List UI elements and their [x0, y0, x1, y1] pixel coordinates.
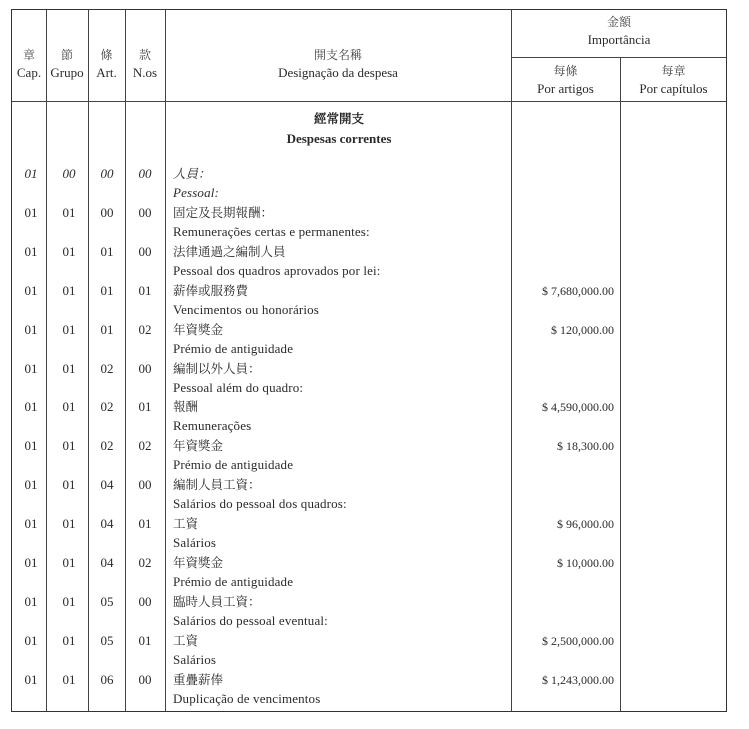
- description-zh: 年資獎金: [173, 438, 224, 454]
- grupo-code: 01: [62, 399, 76, 415]
- header-grupo: 節 Grupo: [50, 48, 84, 80]
- description-zh: 人員：: [173, 166, 211, 181]
- table-row: [12, 397, 728, 436]
- row-description: [173, 592, 511, 630]
- table-row: [12, 670, 728, 709]
- num-code: 01: [138, 516, 152, 532]
- section-title-pt: Despesas correntes: [286, 131, 392, 146]
- row-description: [173, 514, 511, 552]
- cap-code: 01: [24, 671, 38, 687]
- cap-code: 01: [24, 166, 38, 181]
- header-por-capitulos: 每章 Por capítulos: [639, 64, 708, 96]
- art-code: 04: [100, 555, 114, 570]
- description-zh: 年資獎金: [173, 321, 224, 337]
- description-pt: Salários do pessoal eventual:: [173, 612, 328, 628]
- art-code: 05: [100, 593, 114, 609]
- table-row: [12, 242, 728, 281]
- art-code: 01: [100, 243, 114, 259]
- amount-por-artigos: $ 96,000.00: [557, 517, 614, 532]
- description-zh: 編制人員工資：: [173, 477, 261, 493]
- art-code: 05: [100, 632, 114, 648]
- section-heading: [167, 109, 511, 149]
- row-description: [173, 359, 511, 397]
- grupo-code: 01: [62, 555, 76, 570]
- description-zh: 報酬: [173, 399, 199, 415]
- grupo-code: 01: [62, 632, 76, 648]
- table-row: [12, 553, 728, 592]
- description-pt: Prémio de antiguidade: [173, 457, 294, 473]
- table-row: [12, 475, 728, 514]
- table-row: [12, 164, 728, 203]
- header-cap: 章 Cap.: [16, 48, 42, 80]
- grupo-code: 01: [62, 360, 76, 376]
- section-title-zh: 經常開支: [313, 111, 364, 126]
- amount-por-artigos: $ 18,300.00: [557, 439, 614, 454]
- description-pt: Salários: [173, 535, 217, 551]
- table-row: [12, 631, 728, 670]
- num-code: 00: [138, 204, 152, 220]
- description-pt: Pessoal dos quadros aprovados por lei:: [173, 262, 381, 278]
- header-designacao: 開支名稱 Designação da despesa: [278, 48, 398, 80]
- description-zh: 臨時人員工資：: [173, 593, 261, 609]
- description-pt: Pessoal:: [173, 185, 219, 200]
- grupo-code: 01: [62, 204, 76, 220]
- description-pt: Salários: [173, 651, 217, 667]
- amount-por-artigos: $ 2,500,000.00: [542, 633, 614, 648]
- description-pt: Remunerações: [173, 418, 252, 434]
- description-pt: Prémio de antiguidade: [173, 340, 294, 356]
- cap-code: 01: [24, 399, 38, 415]
- description-pt: Duplicação de vencimentos: [173, 690, 321, 706]
- art-code: 02: [100, 438, 114, 454]
- grupo-code: 01: [62, 282, 76, 298]
- cap-code: 01: [24, 438, 38, 454]
- cap-code: 01: [24, 360, 38, 376]
- cap-code: 01: [24, 593, 38, 609]
- row-description: [173, 242, 511, 280]
- row-description: [173, 553, 511, 591]
- header-bottom-rule: [12, 101, 727, 102]
- header-num: 款 N.os: [132, 48, 158, 80]
- art-code: 01: [100, 321, 114, 337]
- cap-code: 01: [24, 477, 38, 493]
- row-description: [173, 631, 511, 669]
- num-code: 00: [138, 243, 152, 259]
- grupo-code: 00: [62, 166, 76, 181]
- art-code: 02: [100, 360, 114, 376]
- cap-code: 01: [24, 321, 38, 337]
- table-row: [12, 359, 728, 398]
- num-code: 01: [138, 632, 152, 648]
- grupo-code: 01: [62, 243, 76, 259]
- art-code: 00: [100, 204, 114, 220]
- grupo-code: 01: [62, 438, 76, 454]
- description-pt: Pessoal além do quadro:: [173, 379, 304, 395]
- row-description: [173, 320, 511, 358]
- num-code: 01: [138, 282, 152, 298]
- amount-por-artigos: $ 10,000.00: [557, 556, 614, 570]
- num-code: 02: [138, 438, 152, 454]
- num-code: 02: [138, 555, 152, 570]
- header-por-artigos: 每條 Por artigos: [537, 64, 594, 96]
- cap-code: 01: [24, 204, 38, 220]
- num-code: 02: [138, 321, 152, 337]
- description-zh: 法律通過之編制人員: [173, 243, 286, 259]
- row-description: [173, 436, 511, 474]
- header-importancia: 金額 Importância: [587, 15, 651, 47]
- amount-por-artigos: $ 120,000.00: [551, 322, 614, 337]
- amount-por-artigos: $ 1,243,000.00: [542, 672, 614, 687]
- cap-code: 01: [24, 243, 38, 259]
- num-code: 00: [138, 477, 152, 493]
- grupo-code: 01: [62, 477, 76, 493]
- table-row: [12, 203, 728, 242]
- grupo-code: 01: [62, 321, 76, 337]
- art-code: 00: [100, 166, 114, 181]
- description-zh: 工資: [173, 632, 199, 648]
- header-divider: [511, 57, 727, 58]
- art-code: 04: [100, 516, 114, 532]
- amount-por-artigos: $ 7,680,000.00: [542, 283, 614, 298]
- art-code: 06: [100, 671, 114, 687]
- table-row: [12, 281, 728, 320]
- row-description: [173, 670, 511, 708]
- description-zh: 薪俸或服務費: [173, 282, 249, 298]
- num-code: 01: [138, 399, 152, 415]
- cap-code: 01: [24, 555, 38, 570]
- num-code: 00: [138, 166, 152, 181]
- art-code: 04: [100, 477, 114, 493]
- num-code: 00: [138, 671, 152, 687]
- header-art: 條 Art.: [96, 48, 117, 80]
- budget-table: [11, 9, 727, 712]
- row-description: [173, 203, 511, 241]
- grupo-code: 01: [62, 593, 76, 609]
- description-pt: Prémio de antiguidade: [173, 574, 294, 589]
- cap-code: 01: [24, 516, 38, 532]
- description-zh: 年資獎金: [173, 555, 224, 570]
- description-zh: 工資: [173, 516, 199, 532]
- num-code: 00: [138, 593, 152, 609]
- row-description: [173, 475, 511, 513]
- grupo-code: 01: [62, 671, 76, 687]
- cap-code: 01: [24, 282, 38, 298]
- table-row: [12, 592, 728, 631]
- table-row: [12, 320, 728, 359]
- row-description: [173, 281, 511, 319]
- row-description: [173, 164, 511, 202]
- table-row: [12, 514, 728, 553]
- art-code: 01: [100, 282, 114, 298]
- cap-code: 01: [24, 632, 38, 648]
- table-row: [12, 436, 728, 475]
- description-zh: 固定及長期報酬：: [173, 204, 274, 220]
- description-pt: Salários do pessoal dos quadros:: [173, 496, 347, 512]
- row-description: [173, 397, 511, 435]
- description-zh: 編制以外人員：: [173, 360, 261, 376]
- description-zh: 重疊薪俸: [173, 671, 224, 687]
- description-pt: Vencimentos ou honorários: [173, 301, 320, 317]
- num-code: 00: [138, 360, 152, 376]
- art-code: 02: [100, 399, 114, 415]
- grupo-code: 01: [62, 516, 76, 532]
- description-pt: Remunerações certas e permanentes:: [173, 223, 370, 239]
- amount-por-artigos: $ 4,590,000.00: [542, 400, 614, 415]
